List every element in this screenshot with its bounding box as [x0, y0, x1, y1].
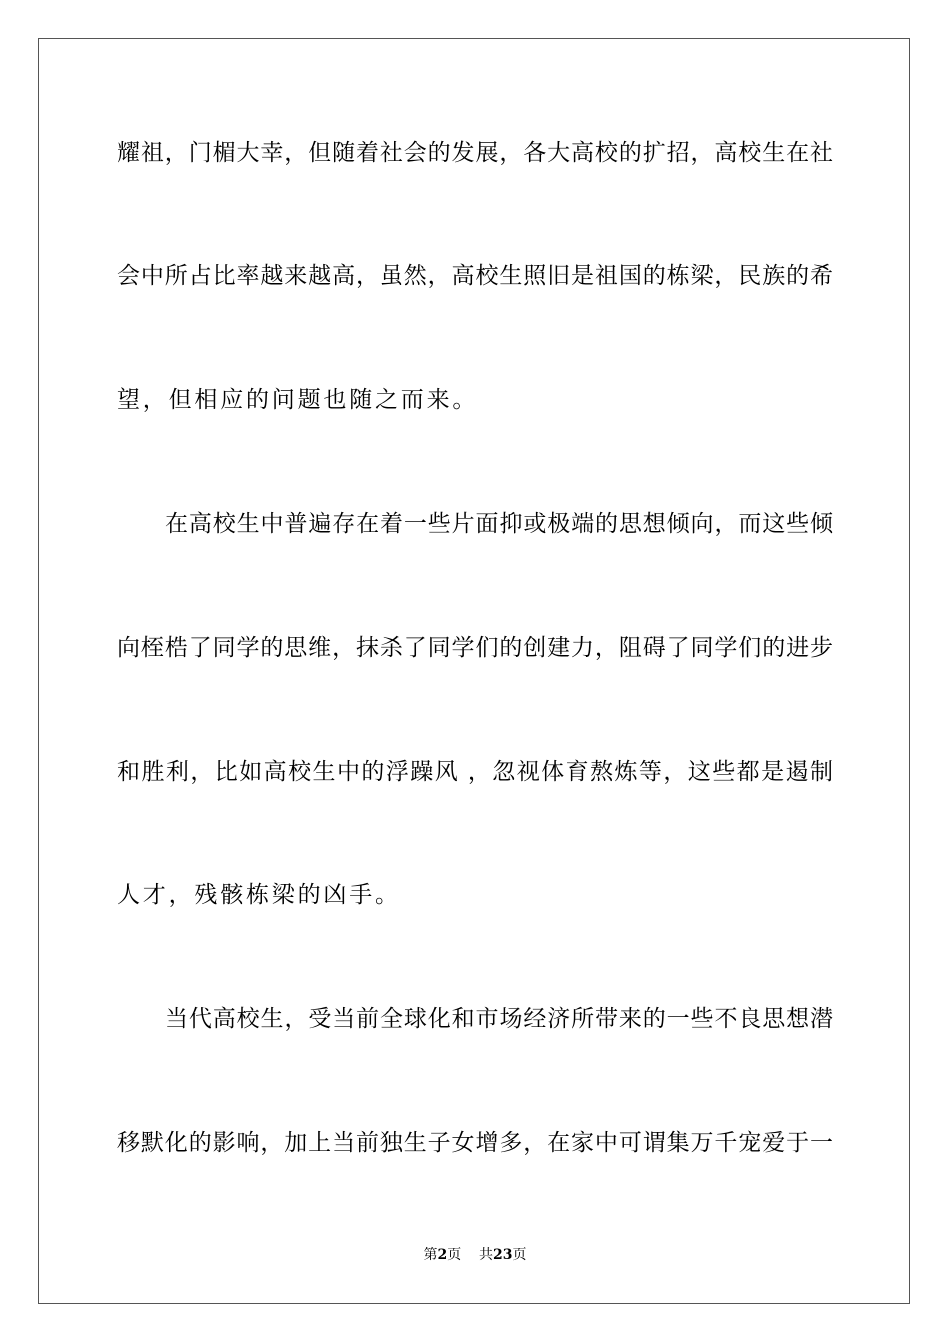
- total-pages: 23: [493, 1247, 513, 1263]
- body-line-4: 在高校生中普遍存在着一些片面抑或极端的思想倾向，而这些倾: [165, 511, 833, 537]
- page-number: 2: [437, 1247, 448, 1263]
- body-line-5: 向桎梏了同学的思维，抹杀了同学们的创建力，阻碍了同学们的进步: [117, 635, 833, 661]
- body-line-6: 和胜利，比如高校生中的浮躁风 ，忽视体育熬炼等，这些都是遏制: [117, 759, 833, 785]
- page-prefix: 第: [423, 1247, 438, 1263]
- body-line-2: 会中所占比率越来越高，虽然，高校生照旧是祖国的栋梁，民族的希: [117, 263, 833, 289]
- body-line-9: 移默化的影响，加上当前独生子女增多，在家中可谓集万千宠爱于一: [117, 1130, 833, 1156]
- body-line-1: 耀祖，门楣大幸，但随着社会的发展，各大高校的扩招，高校生在社: [117, 140, 833, 166]
- body-line-7: 人才，残骸栋梁的凶手。: [117, 882, 401, 908]
- body-line-8: 当代高校生，受当前全球化和市场经济所带来的一些不良思想潜: [165, 1006, 833, 1032]
- total-suffix: 页: [512, 1247, 527, 1263]
- page-border: [38, 38, 910, 1304]
- page-footer: [0, 1246, 950, 1264]
- page-suffix: 页: [447, 1247, 462, 1263]
- body-line-3: 望，但相应的问题也随之而来。: [117, 387, 479, 413]
- total-prefix: 共: [479, 1247, 494, 1263]
